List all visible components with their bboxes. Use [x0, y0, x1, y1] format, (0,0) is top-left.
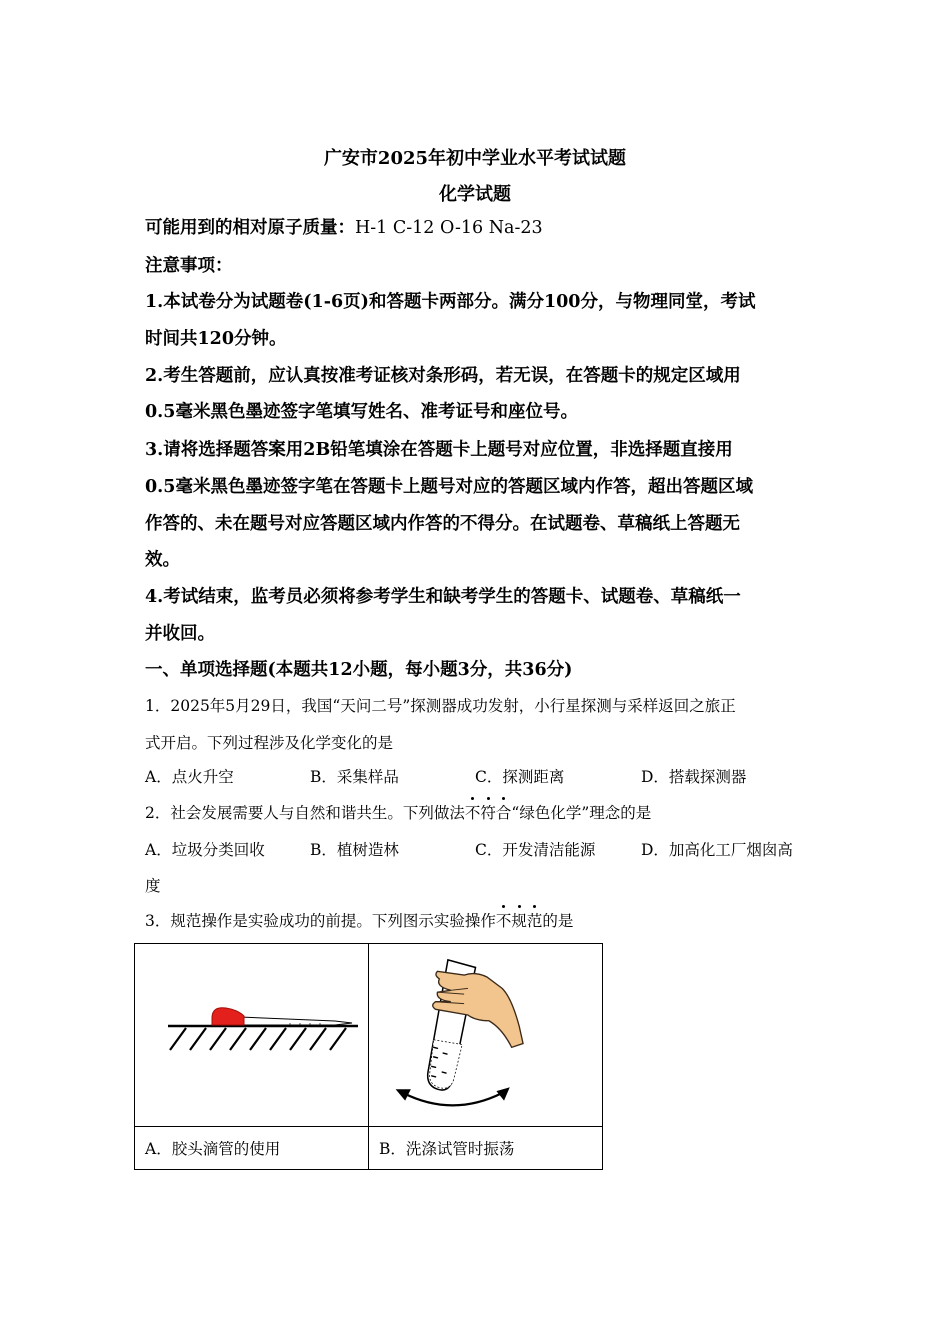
figure-a-caption: A．胶头滴管的使用 — [135, 1127, 369, 1170]
q3-stem-text: 的是 — [542, 912, 574, 930]
emphasis-char: 不 — [465, 801, 481, 823]
notice-line: 作答的、未在题号对应答题区域内作答的不得分。在试题卷、草稿纸上答题无 — [145, 514, 740, 534]
q2-stem-text: “绿色化学”理念的是 — [511, 804, 652, 822]
figure-b-caption: B．洗涤试管时振荡 — [369, 1127, 603, 1170]
dropper-bulb — [212, 1008, 244, 1025]
notice-line: 0.5毫米黑色墨迹签字笔填写姓名、准考证号和座位号。 — [145, 402, 578, 422]
shaking-test-tube-illustration — [369, 944, 602, 1126]
emphasis-char: 符 — [480, 801, 496, 823]
atomic-mass-values: H-1 C-12 O-16 Na-23 — [355, 218, 543, 238]
emphasis-char: 范 — [527, 909, 543, 931]
dropper-on-table-illustration — [135, 944, 368, 1126]
q2-option-b: B．植树造林 — [310, 841, 399, 859]
notice-line: 4.考试结束，监考员必须将参考学生和缺考学生的答题卡、试题卷、草稿纸一 — [145, 587, 741, 607]
q1-option-a: A．点火升空 — [145, 768, 234, 786]
figure-a-cell — [135, 944, 369, 1127]
emphasis-char: 合 — [496, 801, 512, 823]
q1-option-d: D．搭载探测器 — [641, 768, 747, 786]
notice-line: 2.考生答题前，应认真按准考证核对条形码，若无误，在答题卡的规定区域用 — [145, 366, 741, 386]
emphasis-char: 规 — [511, 909, 527, 931]
notice-line: 并收回。 — [145, 624, 215, 644]
exam-title: 广安市2025年初中学业水平考试试题 — [323, 148, 627, 169]
notice-line: 3.请将选择题答案用2B铅笔填涂在答题卡上题号对应位置，非选择题直接用 — [145, 440, 733, 460]
q2-option-d: D．加高化工厂烟囱高 — [641, 841, 793, 859]
q1-stem-line1: 1．2025年5月29日，我国“天问二号”探测器成功发射，小行星探测与采样返回之旅正 — [145, 697, 736, 715]
figure-b-cell — [369, 944, 603, 1127]
notice-heading: 注意事项： — [145, 256, 233, 276]
q1-option-b: B．采集样品 — [310, 768, 399, 786]
exam-subtitle: 化学试题 — [439, 184, 511, 205]
q2-stem — [145, 801, 651, 823]
q3-stem — [145, 909, 573, 931]
section-heading: 一、单项选择题(本题共12小题，每小题3分，共36分) — [145, 660, 573, 680]
notice-line: 时间共120分钟。 — [145, 329, 287, 349]
atomic-mass-label: 可能用到的相对原子质量： — [145, 218, 355, 238]
q1-stem-line2: 式开启。下列过程涉及化学变化的是 — [145, 734, 394, 752]
notice-line: 效。 — [145, 550, 180, 570]
q2-option-c: C．开发清洁能源 — [475, 841, 596, 859]
q3-figure-table — [134, 943, 603, 1170]
q2-option-d-wrap: 度 — [145, 877, 161, 895]
q3-stem-text: 3．规范操作是实验成功的前提。下列图示实验操作 — [145, 912, 496, 930]
notice-line: 1.本试卷分为试题卷(1-6页)和答题卡两部分。满分100分，与物理同堂，考试 — [145, 292, 756, 312]
atomic-mass-line — [145, 214, 543, 239]
q2-stem-text: 2．社会发展需要人与自然和谐共生。下列做法 — [145, 804, 465, 822]
notice-line: 0.5毫米黑色墨迹签字笔在答题卡上题号对应的答题区域内作答，超出答题区域 — [145, 477, 753, 497]
q1-option-c: C．探测距离 — [475, 768, 565, 786]
q2-option-a: A．垃圾分类回收 — [145, 841, 265, 859]
emphasis-char: 不 — [496, 909, 512, 931]
